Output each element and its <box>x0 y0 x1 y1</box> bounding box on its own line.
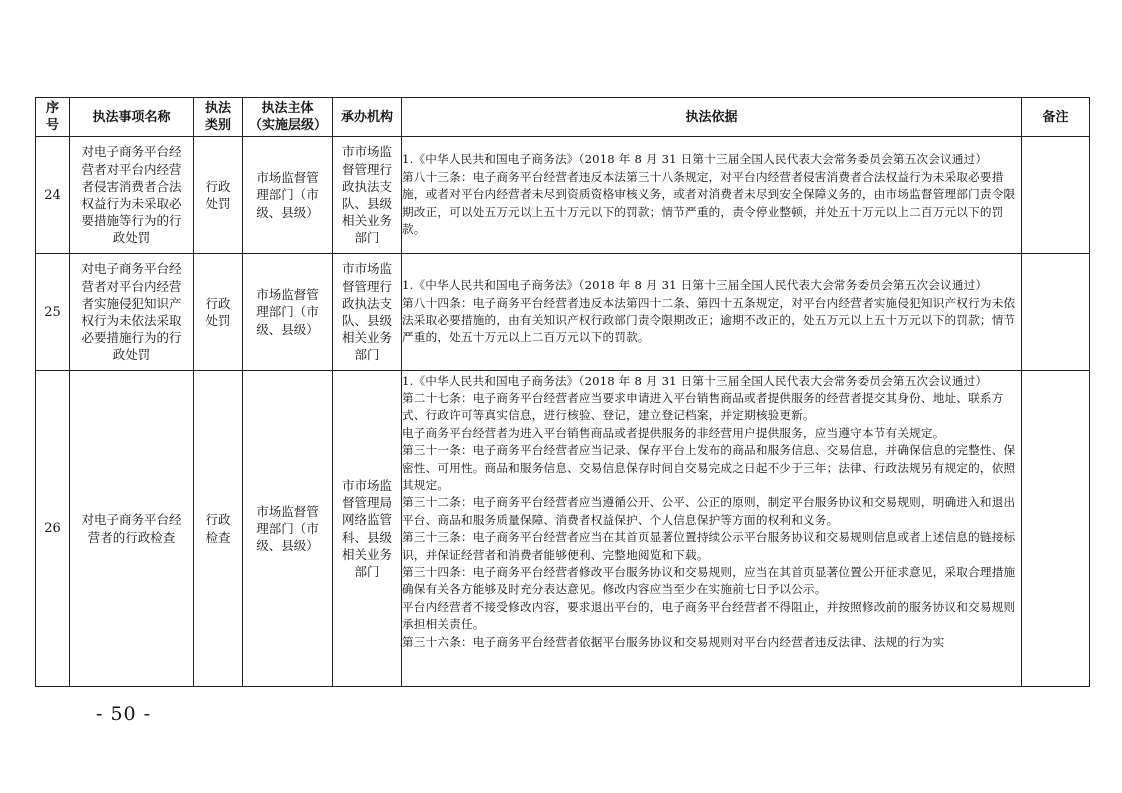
table-row <box>36 254 1090 371</box>
basis-paragraph: 第三十四条：电子商务平台经营者修改平台服务协议和交易规则，应当在其首页显著位置公开征求意见，采取合理措施确保有关各方能够及时充分表达意见。修改内容应当至少在实施前七日予以公示。 <box>402 564 1016 597</box>
row-name: 对电子商务平台经营者对平台内经营者实施侵犯知识产权行为未依法采取必要措施行为的行政处罚 <box>70 254 194 371</box>
basis-paragraph: 1.《中华人民共和国电子商务法》（2018 年 8 月 31 日第十三届全国人民代表大会常务委员会第五次会议通过） <box>402 152 988 167</box>
basis-paragraph: 第八十三条：电子商务平台经营者违反本法第三十八条规定，对平台内经营者侵害消费者合法权益行为未采取必要措施，或者对平台内经营者未尽到资质资格审核义务，或者对消费者未尽到安全保障义务的，由市场监督管理部门责令限期改正，可以处五万元以上五十万元以下的罚款；情节严重的，责令停业整顿，并处五十万元以上二百万元以下的罚款。 <box>402 169 1016 237</box>
row-seq: 26 <box>36 371 70 687</box>
basis-paragraph: 第三十一条：电子商务平台经营者应当记录、保存平台上发布的商品和服务信息、交易信息，并确保信息的完整性、保密性、可用性。商品和服务信息、交易信息保存时间自交易完成之日起不少于三年；法律、行政法规另有规定的，依照其规定。 <box>402 443 1016 492</box>
row-category: 行政处罚 <box>194 137 243 254</box>
basis-paragraph: 平台内经营者不接受修改内容，要求退出平台的，电子商务平台经营者不得阻止，并按照修改前的服务协议和交易规则承担相关责任。 <box>402 599 1016 632</box>
row-subject: 市场监督管理部门（市级、县级） <box>243 137 333 254</box>
row-name: 对电子商务平台经营者的行政检查 <box>70 371 194 687</box>
row-seq: 25 <box>36 254 70 371</box>
basis-paragraph: 1.《中华人民共和国电子商务法》（2018 年 8 月 31 日第十三届全国人民代表大会常务委员会第五次会议通过） <box>402 278 988 293</box>
header-name: 执法事项名称 <box>70 98 194 137</box>
basis-paragraph: 第三十三条：电子商务平台经营者应当在其首页显著位置持续公示平台服务协议和交易规则信息或者上述信息的链接标识，并保证经营者和消费者能够便利、完整地阅览和下载。 <box>402 530 1016 562</box>
basis-paragraph: 第八十四条：电子商务平台经营者违反本法第四十二条、第四十五条规定，对平台内经营者实施侵犯知识产权行为未依法采取必要措施的，由有关知识产权行政部门责令限期改正；逾期不改正的，处五万元以上五十万元以下的罚款；情节严重的，处五十万元以上二百万元以下的罚款。 <box>402 295 1016 345</box>
header-subject: 执法主体（实施层级） <box>243 98 333 137</box>
table-row <box>36 137 1090 254</box>
row-agency: 市市场监督管理行政执法支队、县级相关业务部门 <box>333 137 402 254</box>
basis-paragraph: 第三十六条：电子商务平台经营者依据平台服务协议和交易规则对平台内经营者违反法律、法规的行为实 <box>402 634 945 649</box>
header-remark: 备注 <box>1022 98 1090 137</box>
row-remark <box>1022 137 1090 254</box>
basis-paragraph: 第三十二条：电子商务平台经营者应当遵循公开、公平、公正的原则，制定平台服务协议和交易规则，明确进入和退出平台、商品和服务质量保障、消费者权益保护、个人信息保护等方面的权利和义务。 <box>402 495 1016 527</box>
header-row <box>36 98 1090 137</box>
enforcement-table <box>35 97 1090 687</box>
row-category: 行政处罚 <box>194 254 243 371</box>
row-agency: 市市场监督管理行政执法支队、县级相关业务部门 <box>333 254 402 371</box>
row-basis <box>402 137 1022 254</box>
header-seq: 序号 <box>36 98 70 137</box>
row-basis <box>402 254 1022 371</box>
row-subject: 市场监督管理部门（市级、县级） <box>243 254 333 371</box>
row-basis <box>402 371 1022 687</box>
row-category: 行政检查 <box>194 371 243 687</box>
basis-paragraph: 电子商务平台经营者为进入平台销售商品或者提供服务的非经营用户提供服务，应当遵守本节有关规定。 <box>402 425 945 440</box>
row-name: 对电子商务平台经营者对平台内经营者侵害消费者合法权益行为未采取必要措施等行为的行政处罚 <box>70 137 194 254</box>
basis-paragraph: 第二十七条：电子商务平台经营者应当要求申请进入平台销售商品或者提供服务的经营者提交其身份、地址、联系方式、行政许可等真实信息，进行核验、登记，建立登记档案，并定期核验更新。 <box>402 390 1004 423</box>
row-subject: 市场监督管理部门（市级、县级） <box>243 371 333 687</box>
row-seq: 24 <box>36 137 70 254</box>
row-agency: 市市场监督管理局网络监管科、县级相关业务部门 <box>333 371 402 687</box>
table-row <box>36 371 1090 687</box>
page-number: - 50 - <box>96 703 152 725</box>
header-category: 执法类别 <box>194 98 243 137</box>
header-agency: 承办机构 <box>333 98 402 137</box>
header-basis: 执法依据 <box>402 98 1022 137</box>
row-remark <box>1022 254 1090 371</box>
basis-paragraph: 1.《中华人民共和国电子商务法》（2018 年 8 月 31 日第十三届全国人民代表大会常务委员会第五次会议通过） <box>402 373 988 388</box>
row-remark <box>1022 371 1090 687</box>
